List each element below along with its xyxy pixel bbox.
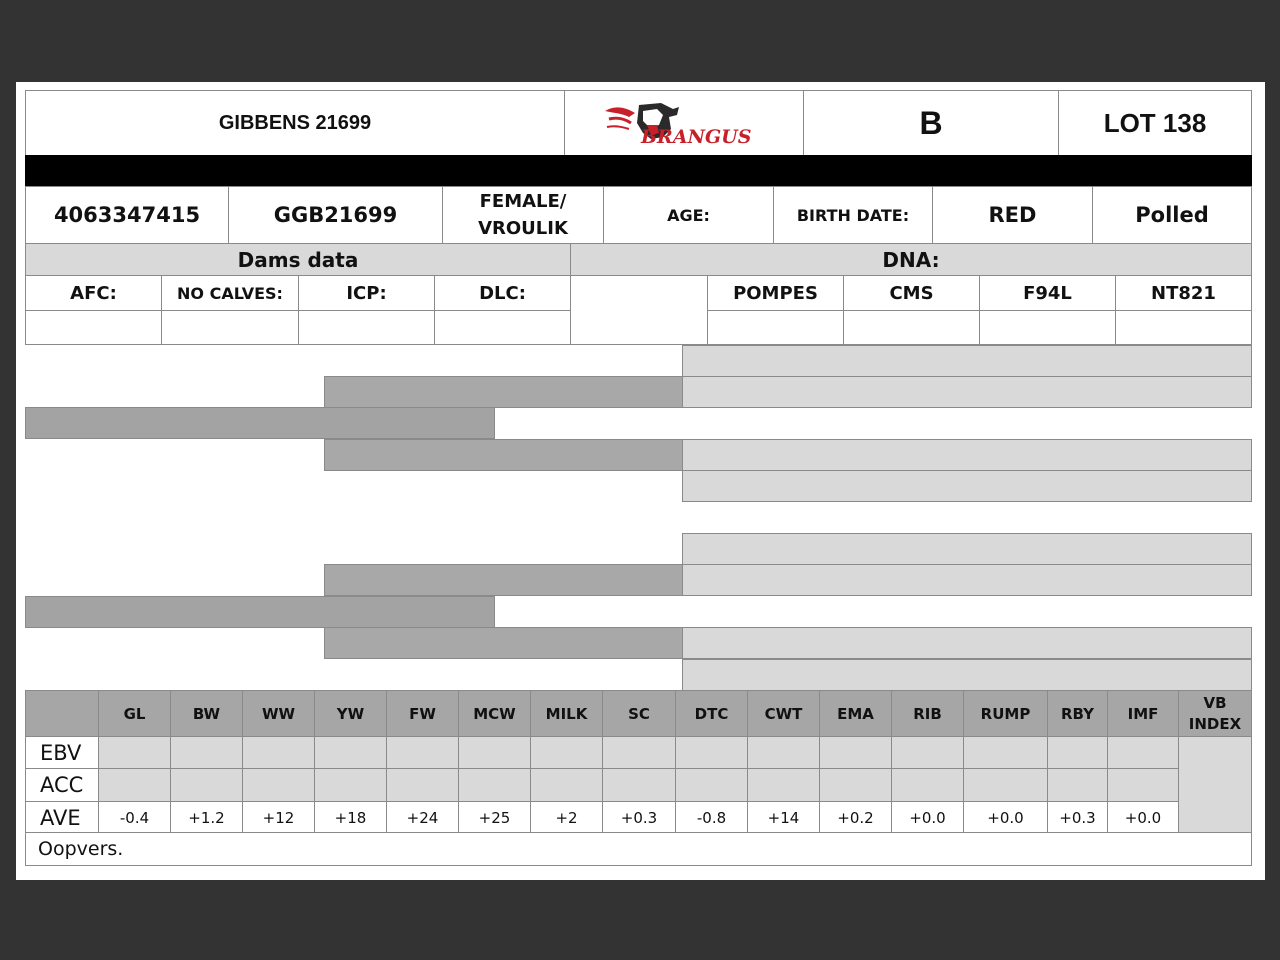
ebv-acc-value-yw — [314, 768, 387, 802]
pedigree-dam-dam-dam — [682, 659, 1252, 691]
ebv-ebv-value-mcw — [458, 736, 531, 769]
pedigree-sire-sire — [324, 376, 683, 408]
vb-index-label-part: VB — [1203, 693, 1227, 712]
brangus-logo — [564, 90, 804, 156]
dna-value-nt821 — [1115, 310, 1252, 345]
horn-status: Polled — [1092, 186, 1252, 244]
header-black-bar — [25, 155, 1252, 187]
ave-value-cwt: +14 — [747, 801, 820, 834]
dna-col-f94l: F94L — [979, 275, 1116, 311]
ebv-ebv-value-rump — [963, 736, 1048, 769]
ebv-header-rib: RIB — [891, 690, 964, 737]
ebv-header-milk: MILK — [530, 690, 603, 737]
ave-value-yw: +18 — [314, 801, 387, 834]
ebv-header-cwt: CWT — [747, 690, 820, 737]
ebv-header-gl: GL — [98, 690, 171, 737]
ebv-row-label-ebv: EBV — [25, 736, 99, 769]
dams-col-icp: ICP: — [298, 275, 435, 311]
ebv-acc-value-ww — [242, 768, 315, 802]
ebv-ebv-value-yw — [314, 736, 387, 769]
pedigree-sire — [25, 407, 495, 439]
dna-col-nt821: NT821 — [1115, 275, 1252, 311]
color-value: RED — [932, 186, 1093, 244]
ebv-ebv-value-sc — [602, 736, 676, 769]
ebv-ebv-value-gl — [98, 736, 171, 769]
pedigree-sire-dam-sire — [682, 439, 1252, 471]
ebv-header-ema: EMA — [819, 690, 892, 737]
dams-col-no-calves: NO CALVES: — [161, 275, 299, 311]
lot-number: LOT 138 — [1058, 90, 1252, 156]
ebv-ebv-value-dtc — [675, 736, 748, 769]
ave-value-rby: +0.3 — [1047, 801, 1108, 834]
ave-value-rump: +0.0 — [963, 801, 1048, 834]
sex-label — [442, 186, 604, 244]
ebv-acc-value-milk — [530, 768, 603, 802]
ebv-header-ww: WW — [242, 690, 315, 737]
dams-value-afc — [25, 310, 162, 345]
ave-value-gl: -0.4 — [98, 801, 171, 834]
ave-value-milk: +2 — [530, 801, 603, 834]
ebv-ebv-value-ww — [242, 736, 315, 769]
animal-name: GIBBENS 21699 — [25, 90, 565, 156]
sex-line-1: FEMALE/ — [479, 191, 567, 212]
pedigree-dam-sire-sire — [682, 533, 1252, 565]
ebv-header-rump: RUMP — [963, 690, 1048, 737]
ebv-ebv-value-rib — [891, 736, 964, 769]
pedigree-sire-sire-sire — [682, 345, 1252, 377]
pedigree-dam-sire — [324, 564, 683, 596]
pedigree-dam-dam — [324, 627, 683, 659]
pedigree-sire-dam-dam — [682, 470, 1252, 502]
ebv-header-fw: FW — [386, 690, 459, 737]
vb-index-value — [1178, 736, 1252, 834]
ebv-ebv-value-milk — [530, 736, 603, 769]
ebv-header-sc: SC — [602, 690, 676, 737]
birth-date-label: BIRTH DATE: — [773, 186, 933, 244]
dams-value-icp — [298, 310, 435, 345]
pedigree-sire-sire-dam — [682, 376, 1252, 408]
bull-logo-icon — [599, 95, 769, 151]
remarks-row — [25, 832, 1252, 866]
dams-col-dlc: DLC: — [434, 275, 571, 311]
ebv-header-rby: RBY — [1047, 690, 1108, 737]
ave-value-bw: +1.2 — [170, 801, 243, 834]
ave-value-sc: +0.3 — [602, 801, 676, 834]
ebv-acc-value-cwt — [747, 768, 820, 802]
ebv-acc-value-fw — [386, 768, 459, 802]
grade-label: B — [803, 90, 1059, 156]
dams-value-no-calves — [161, 310, 299, 345]
ebv-row-label-acc: ACC — [25, 768, 99, 802]
ebv-ebv-value-fw — [386, 736, 459, 769]
ebv-acc-value-rump — [963, 768, 1048, 802]
ebv-header-vb-index — [1178, 690, 1252, 737]
ave-value-fw: +24 — [386, 801, 459, 834]
id-number: 4063347415 — [25, 186, 229, 244]
ebv-acc-value-bw — [170, 768, 243, 802]
ebv-acc-value-rib — [891, 768, 964, 802]
ebv-ebv-value-cwt — [747, 736, 820, 769]
ebv-ebv-value-bw — [170, 736, 243, 769]
pedigree-dam-dam-sire — [682, 627, 1252, 659]
ebv-ebv-value-rby — [1047, 736, 1108, 769]
ave-value-dtc: -0.8 — [675, 801, 748, 834]
dna-col-pompes: POMPES — [707, 275, 844, 311]
dna-value-f94l — [979, 310, 1116, 345]
remarks-label: Oopvers. — [38, 838, 124, 860]
ebv-acc-value-gl — [98, 768, 171, 802]
ave-value-rib: +0.0 — [891, 801, 964, 834]
tag-number: GGB21699 — [228, 186, 443, 244]
ebv-header-bw: BW — [170, 690, 243, 737]
ebv-header-mcw: MCW — [458, 690, 531, 737]
vb-index-label-part: INDEX — [1188, 714, 1242, 733]
dna-value-cms — [843, 310, 980, 345]
dna-value-pompes — [707, 310, 844, 345]
dna-title: DNA: — [570, 243, 1252, 276]
ebv-header-corner — [25, 690, 99, 737]
ebv-acc-value-sc — [602, 768, 676, 802]
pedigree-dam-sire-dam — [682, 564, 1252, 596]
dna-blank-cell — [570, 275, 708, 345]
pedigree-sire-dam — [324, 439, 683, 471]
ebv-header-imf: IMF — [1107, 690, 1179, 737]
pedigree-dam — [25, 596, 495, 628]
svg-text:BRANGUS: BRANGUS — [641, 126, 752, 148]
ebv-ebv-value-ema — [819, 736, 892, 769]
ebv-header-dtc: DTC — [675, 690, 748, 737]
ebv-acc-value-rby — [1047, 768, 1108, 802]
ebv-header-yw: YW — [314, 690, 387, 737]
ave-value-ema: +0.2 — [819, 801, 892, 834]
ebv-acc-value-mcw — [458, 768, 531, 802]
dams-value-dlc — [434, 310, 571, 345]
ave-value-imf: +0.0 — [1107, 801, 1179, 834]
dna-col-cms: CMS — [843, 275, 980, 311]
age-label: AGE: — [603, 186, 774, 244]
ebv-acc-value-dtc — [675, 768, 748, 802]
dams-col-afc: AFC: — [25, 275, 162, 311]
ebv-acc-value-imf — [1107, 768, 1179, 802]
ave-value-ww: +12 — [242, 801, 315, 834]
sex-line-2: VROULIK — [478, 218, 568, 239]
ave-value-mcw: +25 — [458, 801, 531, 834]
ebv-acc-value-ema — [819, 768, 892, 802]
ebv-ebv-value-imf — [1107, 736, 1179, 769]
ebv-row-label-ave: AVE — [25, 801, 99, 834]
dams-data-title: Dams data — [25, 243, 571, 276]
